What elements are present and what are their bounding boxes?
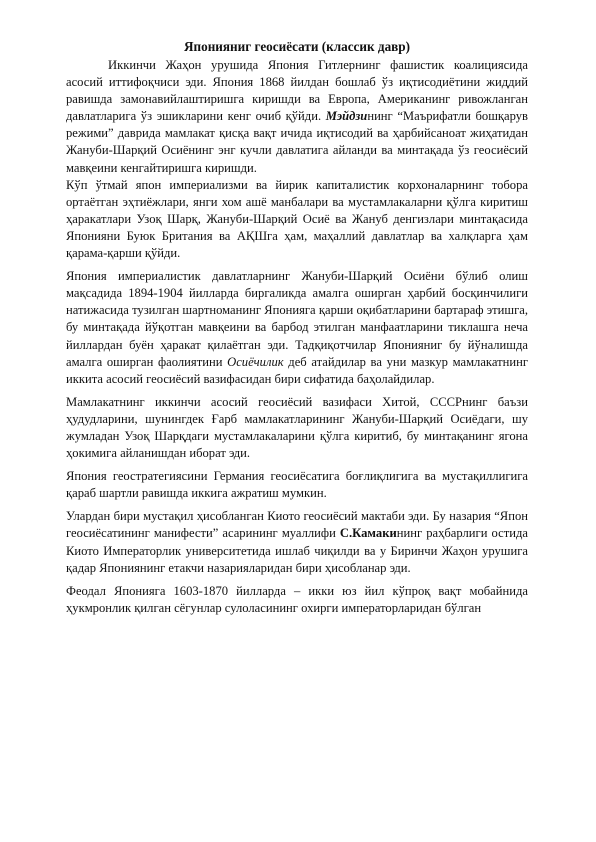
paragraph-2: Кўп ўтмай япон империализми ва йирик капиталистик корхоналарнинг тобора ортаётган эҳтиёжлари, янги хом ашё манбалари ва мустамлакаларни қўлга киритиш ҳаракатлари Узоқ Шарқ, Жануби-Шарқий Осиё ва Жануб денгизлари минтақасида Японияни Буюк Британия ва АҚШга ҳам, маҳаллий давлатлар ва халқларга ҳам қарама-қарши қўйди.: [66, 177, 528, 261]
paragraph-1-text-a: Иккинчи Жаҳон урушида Япония Гитлернинг фашистик коалициясида асосий иттифоқчиси эди. Япония 1868 йилдан бошлаб ўз иқтисодиётини жиддий равишда замонавийлаштиришга киришди ва Европа, Американинг ривожланган давлатларига ўз эшикларини кенг очиб қўйди.: [66, 58, 528, 124]
asianism-term: Осиёчилик: [227, 354, 284, 369]
paragraph-3: [66, 268, 528, 388]
paragraph-3-text-a: Япония империалистик давлатларнинг Жануби-Шарқий Осиёни бўлиб олиш мақсадида 1894-1904 йилларда биргаликда амалга оширган ҳарбий босқинчилиги натижасида тузилган шартноманинг Японияга қарши оқибатларини бартараф этишга, бу минтақада йўқотган мавқеини ва барбод этилган манфаатларини тиклашга неча йиллардан буён ҳаракат қилаётган эди. Тадқиқотчилар Японияниг бу йўналишда амалга оширган фаолиятини: [66, 269, 528, 369]
paragraph-3-text-c: деб атайдилар ва уни мазкур мамлакатнинг иккита асосий геосиёсий вазифасидан бири сифатида баҳолайдилар.: [66, 354, 529, 386]
paragraph-7: Феодал Японияга 1603-1870 йилларда – икки юз йил кўпроқ вақт мобайнида ҳукмронлик қилган сёгунлар сулоласининг охирги императорларидан бўлган: [66, 583, 528, 615]
document-page: [66, 38, 528, 617]
meiji-name: Мэйдзи: [325, 109, 368, 124]
paragraph-6: [66, 508, 528, 576]
paragraph-4: Мамлакатнинг иккинчи асосий геосиёсий вазифаси Хитой, СССРнинг баъзи ҳудудларини, шунингдек Ғарб мамлакатларининг Жануби-Шарқий Осиёдаги, шу жумладан Узоқ Шарқдаги мустамлакаларини қўлга киритиб, бу минтақанинг ягона ҳокимига айланишдан иборат эди.: [66, 394, 528, 461]
kamaki-name: С.Камаки: [339, 526, 397, 541]
paragraph-1-text-c: нинг “Маърифатли бошқарув режими” даврида мамлакат қисқа вақт ичида иқтисодий ва ҳарбийсаноат жиҳатидан Жануби-Шарқий Осиёнинг энг кучли давлатига айланди ва минтақада ўз геосиёсий мавқеини кенгайтиришга киришди.: [66, 109, 528, 175]
paragraph-6-text-c: нинг раҳбарлиги остида Киото Императорлик университетида ишлаб чиқилди ва у Биринчи Жаҳон урушига қадар Япониянинг етакчи назарияларидан бири ҳисобланар эди.: [66, 526, 528, 575]
document-title: Японияниг геосиёсати (классик давр): [183, 39, 411, 54]
paragraph-1: [66, 57, 528, 177]
paragraph-5: Япония геостратегиясини Германия геосиёсатига боғлиқлигига ва мустақиллигига қараб шартли равишда иккига ажратиш мумкин.: [66, 469, 528, 501]
paragraph-6-text-a: Улардан бири мустақил ҳисобланган Киото геосиёсий мактаби эди. Бу назария “Япон геосиёсатининг манифести” асарининг муаллифи: [66, 509, 528, 541]
